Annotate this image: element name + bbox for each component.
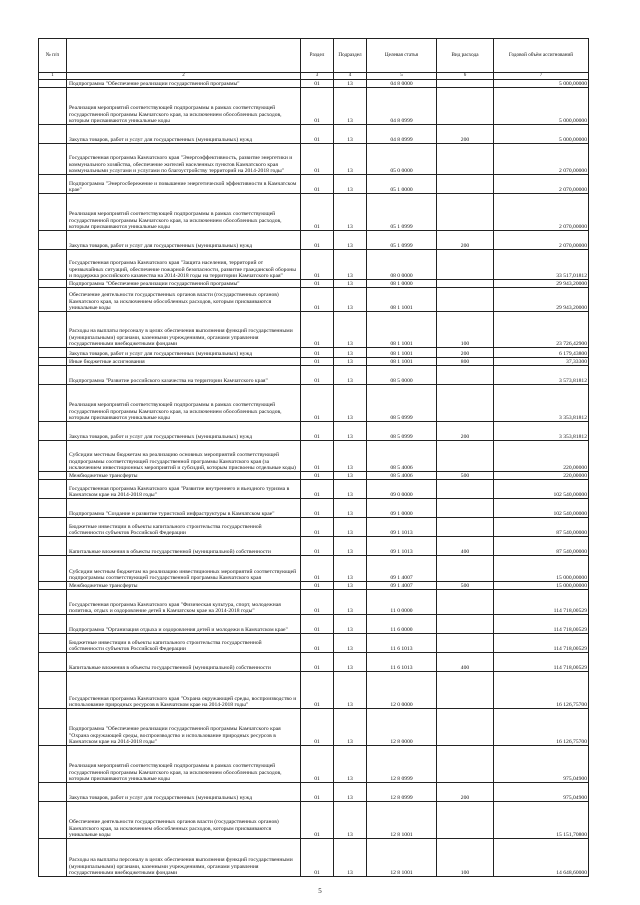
cell-expense-type [437, 441, 494, 472]
cell-name: Государственная программа Камчатского края "Энергоэффективность, развитие энергетики и коммунального хозяйства, обеспечение жителей населенных пунктов Камчатского края коммунальными услугами и услугами по благоустройству территорий на 2014-2018 годы" [67, 144, 301, 175]
cell-amount: 87 540,00000 [494, 518, 589, 537]
cell-razdel: 01 [301, 556, 334, 582]
cell-podrazdel: 13 [334, 125, 367, 144]
cell-podrazdel: 13 [334, 175, 367, 194]
cell-expense-type: 500 [437, 472, 494, 480]
cell-podrazdel: 13 [334, 231, 367, 250]
cell-num [39, 672, 67, 709]
cell-razdel: 01 [301, 144, 334, 175]
cell-num [39, 88, 67, 125]
cell-razdel: 01 [301, 499, 334, 518]
table-row [39, 144, 589, 175]
cell-podrazdel: 13 [334, 88, 367, 125]
cell-amount: 114 718,00529 [494, 634, 589, 653]
cell-name: Субсидии местным бюджетам на реализацию основных мероприятий соответствующей подпрограммы соответствующей государственной программы Камчатского края (за исключением инвестиционных мероприятий и субсидий, которым присвоены отдельные коды) [67, 441, 301, 472]
cell-target-article: 12 8 0999 [367, 746, 437, 783]
cell-name: Подпрограмма "Энергосбережение и повышение энергетической эффективности в Камчатском крае" [67, 175, 301, 194]
cell-podrazdel: 13 [334, 537, 367, 556]
cell-podrazdel: 13 [334, 709, 367, 746]
cell-name: Иные бюджетные ассигнования [67, 358, 301, 366]
cell-expense-type [437, 88, 494, 125]
budget-table [38, 38, 589, 877]
cell-razdel: 01 [301, 348, 334, 358]
cell-name: Закупка товаров, работ и услуг для государственных (муниципальных) нужд [67, 231, 301, 250]
cell-amount: 3 353,81812 [494, 385, 589, 422]
cell-amount: 220,00000 [494, 441, 589, 472]
table-row [39, 288, 589, 312]
cell-num [39, 348, 67, 358]
table-row [39, 615, 589, 634]
cell-num [39, 288, 67, 312]
cell-expense-type [437, 590, 494, 615]
cell-razdel: 01 [301, 358, 334, 366]
table-row [39, 802, 589, 839]
cell-podrazdel: 13 [334, 746, 367, 783]
table-row [39, 499, 589, 518]
cell-razdel: 01 [301, 518, 334, 537]
cell-expense-type [437, 288, 494, 312]
cell-podrazdel: 13 [334, 672, 367, 709]
table-row [39, 175, 589, 194]
cell-num [39, 480, 67, 499]
cell-razdel: 01 [301, 537, 334, 556]
cell-podrazdel: 13 [334, 422, 367, 441]
cell-target-article: 05 1 0999 [367, 194, 437, 231]
cell-num [39, 231, 67, 250]
table-row [39, 348, 589, 358]
cell-razdel: 01 [301, 250, 334, 280]
table-row [39, 518, 589, 537]
cell-name: Государственная программа Камчатского края "Физическая культура, спорт, молодежная политика, отдых и оздоровление детей в Камчатском крае на 2014-2018 годы" [67, 590, 301, 615]
header-expense-type: Вид расхода [437, 39, 494, 73]
cell-amount: 114 718,00529 [494, 615, 589, 634]
cell-name: Обеспечение деятельности государственных органов власти (государственных органов) Камчатского края, за исключением обособленных расходов, которым присваиваются уникальные коды [67, 802, 301, 839]
cell-expense-type [437, 499, 494, 518]
cell-amount: 2 070,00000 [494, 194, 589, 231]
cell-amount: 29 943,20000 [494, 280, 589, 288]
cell-amount: 102 540,00000 [494, 499, 589, 518]
cell-num [39, 80, 67, 88]
header-podrazdel: Подраздел [334, 39, 367, 73]
cell-podrazdel: 13 [334, 839, 367, 877]
cell-podrazdel: 13 [334, 250, 367, 280]
table-row [39, 839, 589, 877]
column-index: 7 [494, 73, 589, 80]
cell-amount: 220,00000 [494, 472, 589, 480]
column-index: 5 [367, 73, 437, 80]
cell-target-article: 04 8 0000 [367, 80, 437, 88]
cell-target-article: 09 0 0000 [367, 480, 437, 499]
cell-amount: 14 648,60000 [494, 839, 589, 877]
table-row [39, 537, 589, 556]
cell-amount: 33 517,01812 [494, 250, 589, 280]
cell-num [39, 615, 67, 634]
cell-target-article: 12 8 1001 [367, 802, 437, 839]
cell-amount: 23 726,42900 [494, 312, 589, 348]
cell-name: Расходы на выплаты персоналу в целях обеспечения выполнения функций государственными (муниципальными) органами, казенными учреждениями, органами управления государственными внебюджетными фондами [67, 312, 301, 348]
cell-razdel: 01 [301, 672, 334, 709]
cell-razdel: 01 [301, 422, 334, 441]
cell-target-article: 09 1 0000 [367, 499, 437, 518]
table-row [39, 441, 589, 472]
cell-amount: 5 000,00000 [494, 88, 589, 125]
cell-amount: 975,04900 [494, 783, 589, 802]
cell-podrazdel: 13 [334, 366, 367, 385]
cell-name: Реализация мероприятий соответствующей подпрограммы в рамках соответствующей государственной программы Камчатского края, за исключением обособленных расходов, которым присваиваются уникальные коды [67, 194, 301, 231]
cell-razdel: 01 [301, 88, 334, 125]
table-row [39, 480, 589, 499]
cell-amount: 37,33300 [494, 358, 589, 366]
cell-expense-type [437, 480, 494, 499]
cell-amount: 29 943,20000 [494, 288, 589, 312]
cell-razdel: 01 [301, 231, 334, 250]
cell-razdel: 01 [301, 709, 334, 746]
cell-razdel: 01 [301, 288, 334, 312]
table-row [39, 709, 589, 746]
column-index-row [39, 73, 589, 80]
table-row [39, 556, 589, 582]
cell-num [39, 802, 67, 839]
cell-expense-type [437, 385, 494, 422]
cell-num [39, 590, 67, 615]
cell-num [39, 634, 67, 653]
cell-name: Государственная программа Камчатского края "Охрана окружающей среды, воспроизводство и использование природных ресурсов в Камчатском крае на 2014-2018 годы" [67, 672, 301, 709]
table-header [39, 39, 589, 73]
table-row [39, 125, 589, 144]
table-row [39, 746, 589, 783]
cell-expense-type: 800 [437, 358, 494, 366]
cell-target-article: 11 6 1013 [367, 634, 437, 653]
cell-name: Подпрограмма "Развитие российского казачества на территории Камчатского края" [67, 366, 301, 385]
cell-podrazdel: 13 [334, 144, 367, 175]
table-row [39, 80, 589, 88]
cell-target-article: 09 1 4007 [367, 582, 437, 590]
cell-num [39, 175, 67, 194]
cell-razdel: 01 [301, 582, 334, 590]
cell-name: Межбюджетные трансферты [67, 582, 301, 590]
column-index: 3 [301, 73, 334, 80]
cell-amount: 2 070,00000 [494, 175, 589, 194]
table-row [39, 653, 589, 672]
cell-podrazdel: 13 [334, 499, 367, 518]
column-index: 6 [437, 73, 494, 80]
cell-expense-type [437, 709, 494, 746]
cell-name: Реализация мероприятий соответствующей подпрограммы в рамках соответствующей государственной программы Камчатского края, за исключением обособленных расходов, которым присваиваются уникальные коды [67, 88, 301, 125]
header-target-article: Целевая статья [367, 39, 437, 73]
cell-num [39, 385, 67, 422]
table-row [39, 366, 589, 385]
cell-num [39, 125, 67, 144]
table-row [39, 312, 589, 348]
cell-razdel: 01 [301, 653, 334, 672]
cell-name: Капитальные вложения в объекты государственной (муниципальной) собственности [67, 537, 301, 556]
cell-amount: 6 179,43800 [494, 348, 589, 358]
cell-expense-type: 200 [437, 783, 494, 802]
cell-expense-type [437, 802, 494, 839]
cell-name: Бюджетные инвестиции в объекты капитального строительства государственной собственности субъектов Российской Федерации [67, 518, 301, 537]
table-row [39, 672, 589, 709]
cell-target-article: 12 8 0999 [367, 783, 437, 802]
cell-target-article: 05 1 0999 [367, 231, 437, 250]
cell-name: Реализация мероприятий соответствующей подпрограммы в рамках соответствующей государственной программы Камчатского края, за исключением обособленных расходов, которым присваиваются уникальные коды [67, 746, 301, 783]
cell-amount: 3 353,81812 [494, 422, 589, 441]
cell-num [39, 250, 67, 280]
cell-podrazdel: 13 [334, 358, 367, 366]
cell-podrazdel: 13 [334, 653, 367, 672]
cell-expense-type [437, 175, 494, 194]
cell-amount: 15 151,70800 [494, 802, 589, 839]
cell-podrazdel: 13 [334, 312, 367, 348]
cell-expense-type [437, 144, 494, 175]
cell-amount: 2 070,00000 [494, 231, 589, 250]
cell-num [39, 709, 67, 746]
table-row [39, 422, 589, 441]
cell-name: Капитальные вложения в объекты государственной (муниципальной) собственности [67, 653, 301, 672]
cell-podrazdel: 13 [334, 634, 367, 653]
cell-razdel: 01 [301, 366, 334, 385]
cell-name: Субсидии местным бюджетам на реализацию инвестиционных мероприятий соответствующей подпрограммы соответствующей государственной программы Камчатского края [67, 556, 301, 582]
cell-razdel: 01 [301, 783, 334, 802]
cell-num [39, 144, 67, 175]
cell-target-article: 04 8 0999 [367, 125, 437, 144]
cell-podrazdel: 13 [334, 194, 367, 231]
cell-razdel: 01 [301, 175, 334, 194]
cell-name: Государственная программа Камчатского края "Развитие внутреннего и въездного туризма в Камчатском крае на 2014-2018 годы" [67, 480, 301, 499]
cell-name: Закупка товаров, работ и услуг для государственных (муниципальных) нужд [67, 422, 301, 441]
cell-expense-type: 100 [437, 312, 494, 348]
cell-razdel: 01 [301, 472, 334, 480]
cell-expense-type [437, 366, 494, 385]
cell-podrazdel: 13 [334, 518, 367, 537]
cell-podrazdel: 13 [334, 280, 367, 288]
cell-target-article: 12 8 0000 [367, 709, 437, 746]
cell-podrazdel: 13 [334, 80, 367, 88]
table-row [39, 231, 589, 250]
header-name [67, 39, 301, 73]
cell-podrazdel: 13 [334, 385, 367, 422]
cell-expense-type [437, 556, 494, 582]
cell-podrazdel: 13 [334, 783, 367, 802]
cell-amount: 102 540,00000 [494, 480, 589, 499]
cell-target-article: 08 0 0000 [367, 250, 437, 280]
cell-razdel: 01 [301, 80, 334, 88]
cell-name: Межбюджетные трансферты [67, 472, 301, 480]
cell-razdel: 01 [301, 280, 334, 288]
cell-target-article: 11 0 0000 [367, 590, 437, 615]
cell-target-article: 08 1 1001 [367, 288, 437, 312]
budget-document [38, 38, 588, 877]
cell-num [39, 366, 67, 385]
table-row [39, 783, 589, 802]
cell-podrazdel: 13 [334, 615, 367, 634]
cell-target-article: 11 6 0000 [367, 615, 437, 634]
cell-name: Реализация мероприятий соответствующей подпрограммы в рамках соответствующей государственной программы Камчатского края, за исключением обособленных расходов, которым присваиваются уникальные коды [67, 385, 301, 422]
cell-target-article: 08 1 1001 [367, 358, 437, 366]
cell-razdel: 01 [301, 590, 334, 615]
cell-num [39, 537, 67, 556]
cell-amount: 114 718,00529 [494, 590, 589, 615]
cell-target-article: 08 5 4006 [367, 472, 437, 480]
cell-razdel: 01 [301, 441, 334, 472]
page-number: 5 [318, 887, 322, 895]
table-body [39, 80, 589, 877]
cell-expense-type: 200 [437, 231, 494, 250]
table-row [39, 88, 589, 125]
cell-target-article: 08 5 0999 [367, 385, 437, 422]
cell-target-article: 12 0 0000 [367, 672, 437, 709]
cell-expense-type: 400 [437, 537, 494, 556]
cell-name: Закупка товаров, работ и услуг для государственных (муниципальных) нужд [67, 783, 301, 802]
cell-target-article: 05 0 0000 [367, 144, 437, 175]
cell-name: Закупка товаров, работ и услуг для государственных (муниципальных) нужд [67, 125, 301, 144]
cell-amount: 87 540,00000 [494, 537, 589, 556]
cell-expense-type [437, 250, 494, 280]
cell-num [39, 280, 67, 288]
cell-podrazdel: 13 [334, 582, 367, 590]
cell-num [39, 556, 67, 582]
cell-expense-type [437, 194, 494, 231]
cell-name: Расходы на выплаты персоналу в целях обеспечения выполнения функций государственными (муниципальными) органами, казенными учреждениями, органами управления государственными внебюджетными фондами [67, 839, 301, 877]
cell-name: Закупка товаров, работ и услуг для государственных (муниципальных) нужд [67, 348, 301, 358]
cell-target-article: 09 1 4007 [367, 556, 437, 582]
cell-podrazdel: 13 [334, 480, 367, 499]
cell-amount: 15 000,00000 [494, 556, 589, 582]
cell-amount: 114 718,00529 [494, 653, 589, 672]
header-num: № п/п [39, 39, 67, 73]
cell-razdel: 01 [301, 480, 334, 499]
header-razdel: Раздел [301, 39, 334, 73]
cell-target-article: 08 1 0000 [367, 280, 437, 288]
cell-num [39, 653, 67, 672]
cell-podrazdel: 13 [334, 802, 367, 839]
cell-num [39, 839, 67, 877]
cell-amount: 2 070,00000 [494, 144, 589, 175]
cell-expense-type [437, 746, 494, 783]
cell-num [39, 582, 67, 590]
cell-podrazdel: 13 [334, 348, 367, 358]
cell-amount: 5 000,00000 [494, 80, 589, 88]
cell-razdel: 01 [301, 312, 334, 348]
cell-target-article: 09 1 1013 [367, 537, 437, 556]
cell-target-article: 11 6 1013 [367, 653, 437, 672]
cell-target-article: 09 1 1013 [367, 518, 437, 537]
cell-razdel: 01 [301, 746, 334, 783]
cell-num [39, 518, 67, 537]
cell-podrazdel: 13 [334, 441, 367, 472]
cell-expense-type: 200 [437, 422, 494, 441]
cell-name: Подпрограмма "Обеспечение реализации государственной программы" [67, 80, 301, 88]
cell-expense-type [437, 518, 494, 537]
cell-amount: 16 126,75700 [494, 709, 589, 746]
cell-expense-type: 100 [437, 839, 494, 877]
header-annual-amount: Годовой объём ассигнований [494, 39, 589, 73]
table-row [39, 358, 589, 366]
column-index: 1 [39, 73, 67, 80]
cell-target-article: 05 1 0000 [367, 175, 437, 194]
table-row [39, 250, 589, 280]
cell-expense-type [437, 80, 494, 88]
column-index: 2 [67, 73, 301, 80]
cell-target-article: 08 5 0999 [367, 422, 437, 441]
cell-name: Государственная программа Камчатского края "Защита населения, территорий от чрезвычайных ситуаций, обеспечение пожарной безопасности, развитие гражданской обороны и поддержка российского казачества на 2014-2018 годы на территории Камчатского края" [67, 250, 301, 280]
cell-podrazdel: 13 [334, 472, 367, 480]
cell-num [39, 499, 67, 518]
cell-name: Подпрограмма "Создание и развитие туристской инфраструктуры в Камчатском крае" [67, 499, 301, 518]
cell-num [39, 783, 67, 802]
cell-target-article: 08 1 1001 [367, 348, 437, 358]
cell-target-article: 04 8 0999 [367, 88, 437, 125]
cell-razdel: 01 [301, 634, 334, 653]
cell-num [39, 358, 67, 366]
table-row [39, 472, 589, 480]
cell-razdel: 01 [301, 615, 334, 634]
table-row [39, 582, 589, 590]
cell-amount: 16 126,75700 [494, 672, 589, 709]
cell-amount: 5 000,00000 [494, 125, 589, 144]
cell-num [39, 472, 67, 480]
cell-num [39, 194, 67, 231]
cell-target-article: 08 5 4006 [367, 441, 437, 472]
cell-expense-type: 200 [437, 125, 494, 144]
table-row [39, 634, 589, 653]
table-row [39, 385, 589, 422]
table-row [39, 590, 589, 615]
cell-expense-type: 500 [437, 582, 494, 590]
cell-expense-type [437, 615, 494, 634]
cell-name: Подпрограмма "Организация отдыха и оздоровления детей и молодежи в Камчатском крае" [67, 615, 301, 634]
cell-target-article: 08 5 0000 [367, 366, 437, 385]
cell-name: Обеспечение деятельности государственных органов власти (государственных органов) Камчатского края, за исключением обособленных расходов, которым присваиваются уникальные коды [67, 288, 301, 312]
cell-target-article: 08 1 1001 [367, 312, 437, 348]
cell-num [39, 422, 67, 441]
cell-amount: 15 000,00000 [494, 582, 589, 590]
cell-name: Бюджетные инвестиции в объекты капитального строительства государственной собственности субъектов Российской Федерации [67, 634, 301, 653]
cell-num [39, 746, 67, 783]
cell-expense-type [437, 672, 494, 709]
cell-num [39, 441, 67, 472]
cell-num [39, 312, 67, 348]
cell-expense-type: 400 [437, 653, 494, 672]
cell-name: Подпрограмма "Обеспечение реализации государственной программы" [67, 280, 301, 288]
cell-razdel: 01 [301, 802, 334, 839]
cell-target-article: 12 8 1001 [367, 839, 437, 877]
cell-amount: 975,04900 [494, 746, 589, 783]
cell-expense-type: 200 [437, 348, 494, 358]
cell-name: Подпрограмма "Обеспечение реализации государственной программы Камчатского края "Охрана окружающей среды, воспроизводство и использование природных ресурсов в Камчатском крае на 2014-2018 годы" [67, 709, 301, 746]
table-row [39, 194, 589, 231]
table-row [39, 280, 589, 288]
cell-expense-type [437, 634, 494, 653]
cell-razdel: 01 [301, 125, 334, 144]
cell-razdel: 01 [301, 194, 334, 231]
cell-amount: 3 573,81812 [494, 366, 589, 385]
cell-razdel: 01 [301, 839, 334, 877]
cell-podrazdel: 13 [334, 556, 367, 582]
column-index: 4 [334, 73, 367, 80]
cell-razdel: 01 [301, 385, 334, 422]
cell-expense-type [437, 280, 494, 288]
cell-podrazdel: 13 [334, 288, 367, 312]
cell-podrazdel: 13 [334, 590, 367, 615]
